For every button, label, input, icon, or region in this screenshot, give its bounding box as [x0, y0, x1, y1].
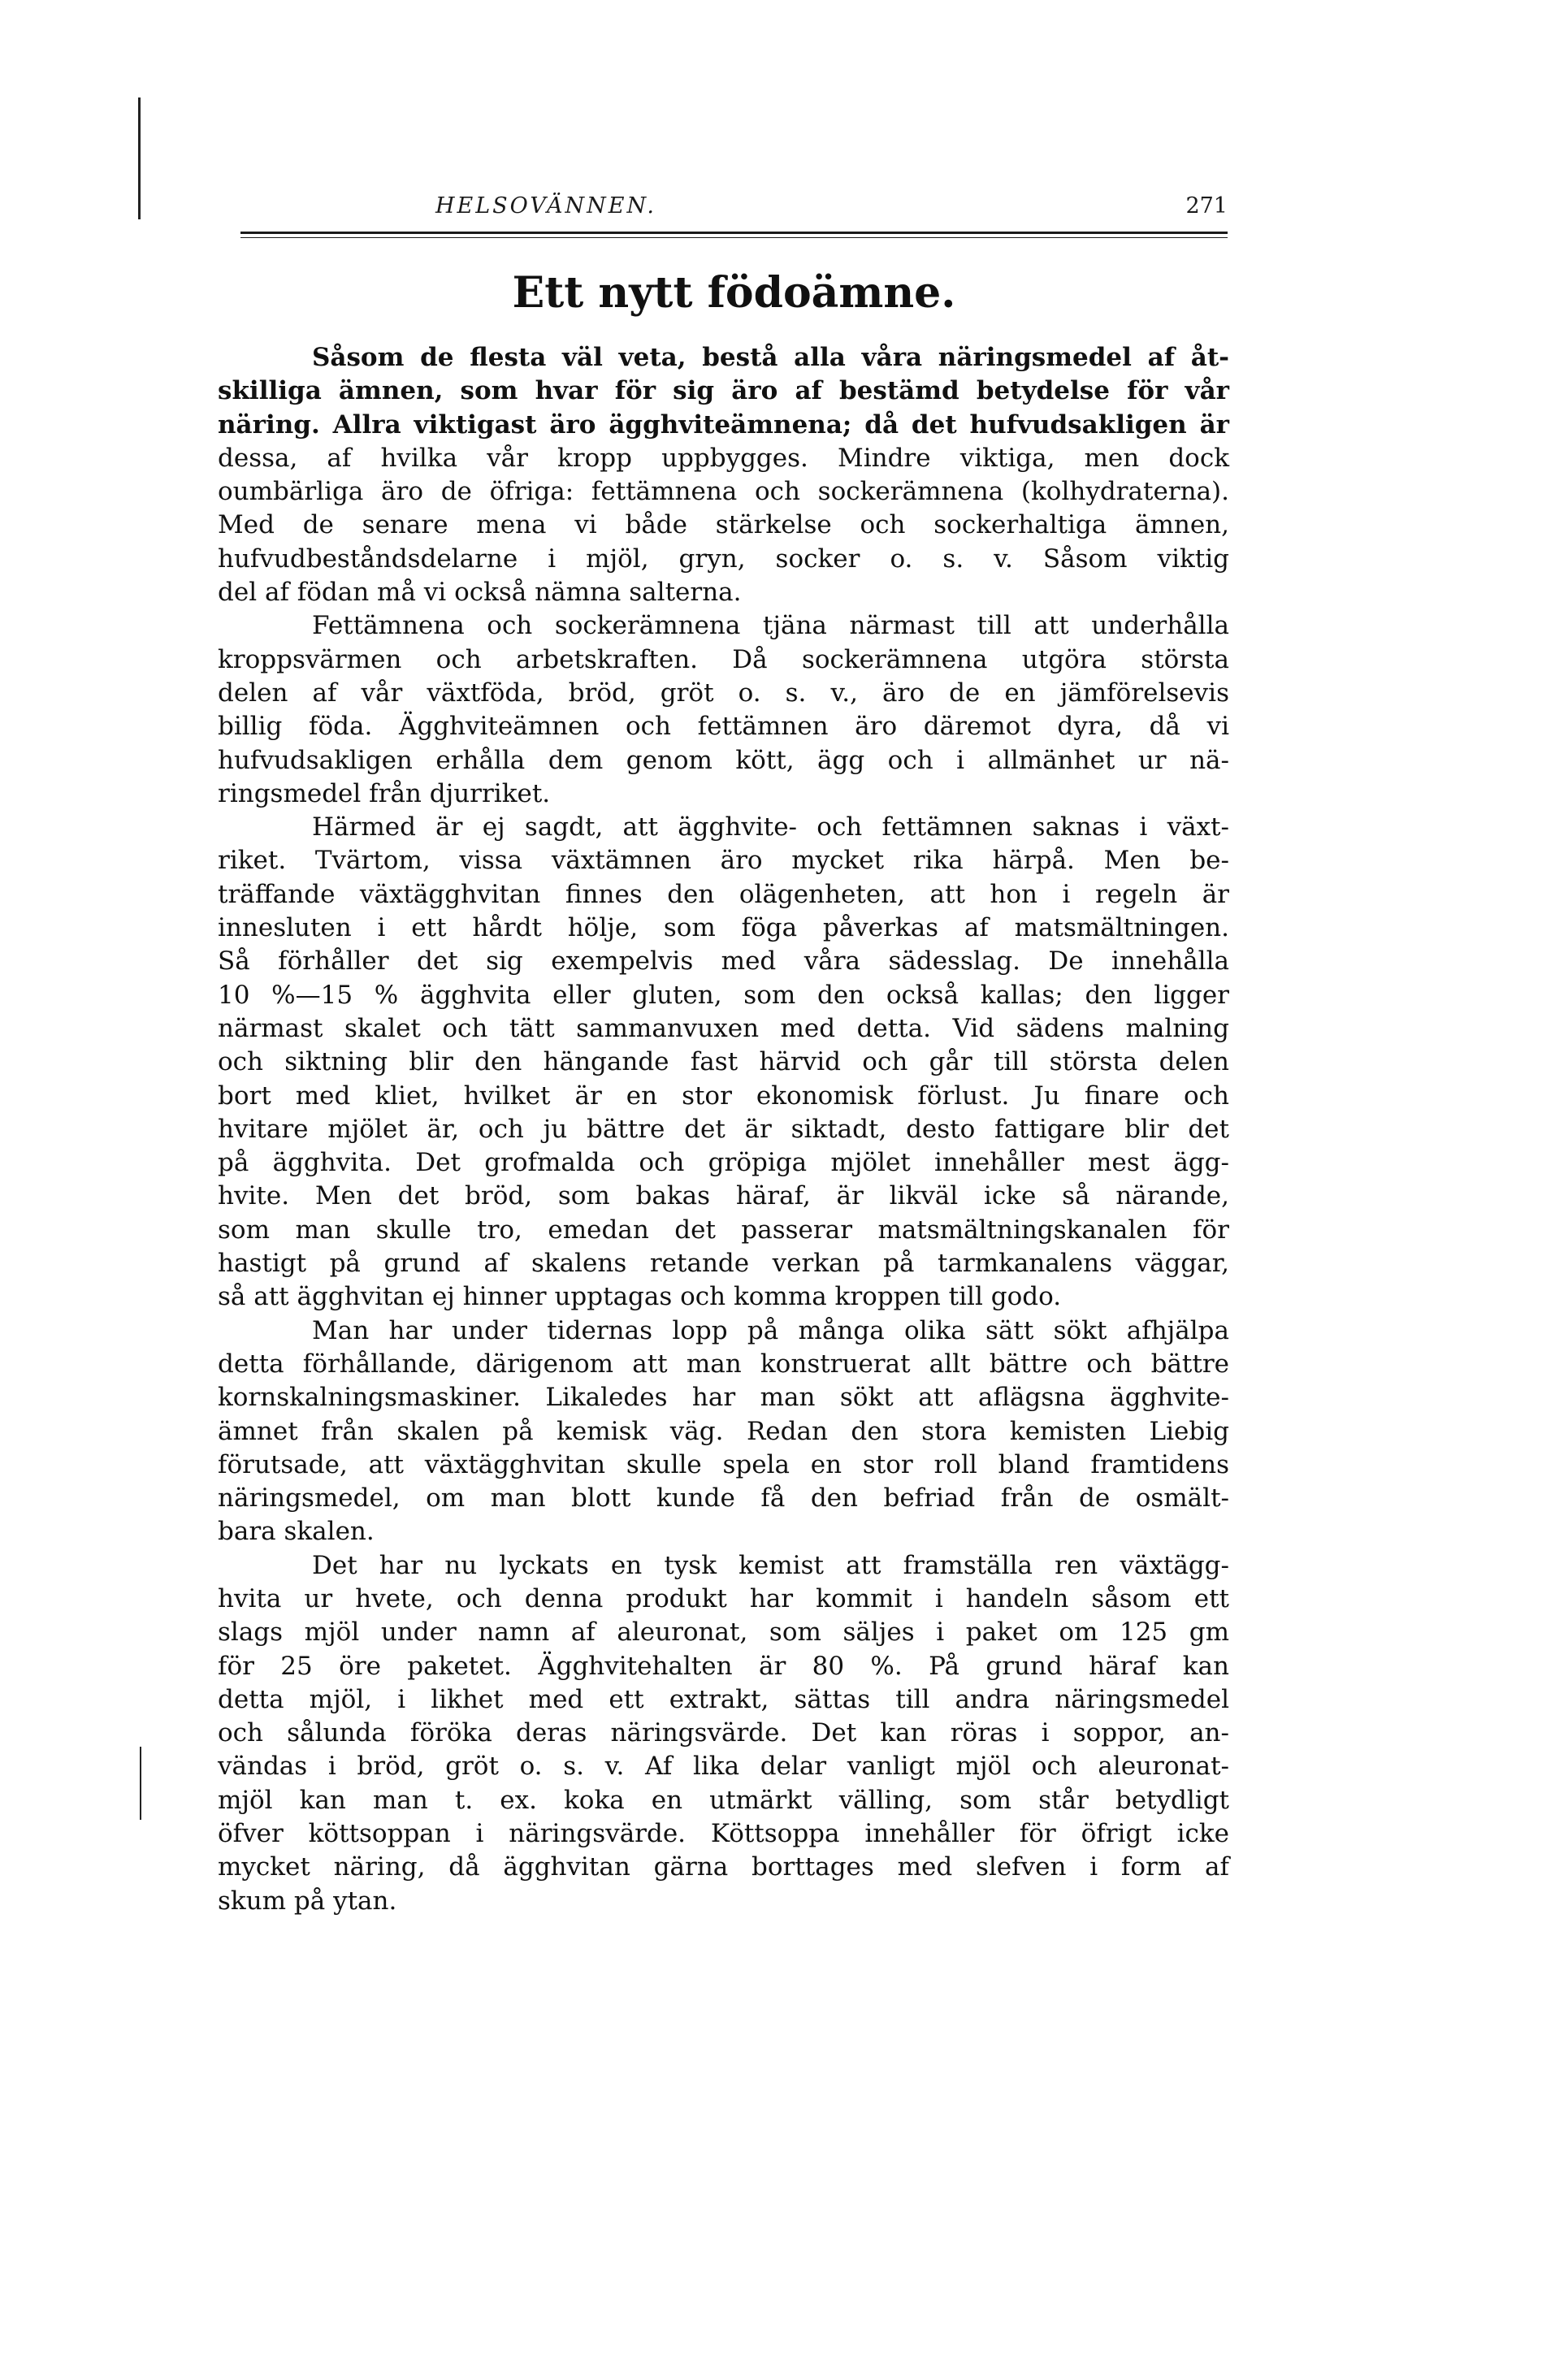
text-line: del af födan må vi också nämna salterna.: [218, 578, 742, 608]
text-line: oumbärliga äro de öfriga: fettämnena och sockerämnena (kolhydraterna).: [218, 477, 1229, 507]
text-line: näring. Allra viktigast äro ägghviteämnena; då det hufvudsakligen är: [218, 409, 1229, 440]
text-line: på ägghvita. Det grofmalda och gröpiga mjölet innehåller mest ägg-: [218, 1148, 1229, 1178]
text-line: Fettämnena och sockerämnena tjäna närmast till att underhålla: [312, 611, 1229, 641]
text-line: bort med kliet, hvilket är en stor ekonomisk förlust. Ju finare och: [218, 1081, 1229, 1111]
text-line: 10 %—15 % ägghvita eller gluten, som den också kallas; den ligger: [218, 980, 1229, 1010]
text-line: bara skalen.: [218, 1517, 375, 1547]
text-line: kroppsvärmen och arbetskraften. Då sockerämnena utgöra största: [218, 644, 1229, 674]
text-line: och siktning blir den hängande fast härvid och går till största delen: [218, 1047, 1229, 1077]
text-line: Såsom de flesta väl veta, bestå alla våra näringsmedel af åt-: [312, 343, 1229, 372]
running-header: [240, 193, 1228, 226]
text-line: så att ägghvitan ej hinner upptagas och komma kroppen till godo.: [218, 1282, 1062, 1312]
text-line: ringsmedel från djurriket.: [218, 778, 551, 808]
text-line: hastigt på grund af skalens retande verkan på tarmkanalens väggar,: [218, 1249, 1229, 1279]
text-line: som man skulle tro, emedan det passerar matsmältningskanalen för: [218, 1215, 1229, 1245]
text-line: Härmed är ej sagdt, att ägghvite- och fettämnen saknas i växt-: [312, 812, 1229, 842]
text-line: Man har under tidernas lopp på många olika sätt sökt afhjälpa: [312, 1315, 1229, 1345]
text-line: detta mjöl, i likhet med ett extrakt, sättas till andra näringsmedel: [218, 1684, 1229, 1714]
text-line: Det har nu lyckats en tysk kemist att framställa ren växtägg-: [312, 1550, 1229, 1580]
text-line: träffande växtägghvitan finnes den olägenheten, att hon i regeln är: [218, 879, 1229, 909]
page-number: 271: [1185, 193, 1228, 219]
text-line: näringsmedel, om man blott kunde få den befriad från de osmält-: [218, 1483, 1229, 1514]
header-rule-bottom: [240, 237, 1228, 238]
text-line: hufvudsakligen erhålla dem genom kött, ägg och i allmänhet ur nä-: [218, 745, 1229, 775]
text-line: och sålunda föröka deras näringsvärde. Det kan röras i soppor, an-: [218, 1718, 1229, 1748]
article-body: [218, 341, 1229, 1918]
text-line: Så förhåller det sig exempelvis med våra sädesslag. De innehålla: [218, 946, 1229, 977]
text-line: hufvudbeståndsdelarne i mjöl, gryn, socker o. s. v. Såsom viktig: [218, 544, 1229, 574]
scan-margin-mark: [138, 97, 141, 219]
paragraph: [218, 1314, 1229, 1549]
header-rule-top: [240, 232, 1228, 234]
text-line: hvite. Men det bröd, som bakas häraf, är likväl icke så närande,: [218, 1181, 1229, 1211]
paragraph: [218, 341, 1229, 609]
text-line: mjöl kan man t. ex. koka en utmärkt välling, som står betydligt: [218, 1785, 1229, 1815]
text-line: Med de senare mena vi både stärkelse och sockerhaltiga ämnen,: [218, 510, 1229, 540]
text-line: delen af vår växtföda, bröd, gröt o. s. v., äro de en jämförelsevis: [218, 678, 1229, 708]
text-line: närmast skalet och tätt sammanvuxen med detta. Vid sädens malning: [218, 1013, 1229, 1043]
text-line: hvitare mjölet är, och ju bättre det är siktadt, desto fattigare blir det: [218, 1114, 1229, 1144]
text-line: riket. Tvärtom, vissa växtämnen äro mycket rika härpå. Men be-: [218, 846, 1229, 876]
text-line: ämnet från skalen på kemisk väg. Redan den stora kemisten Liebig: [218, 1416, 1229, 1446]
text-line: förutsade, att växtägghvitan skulle spela en stor roll bland framtidens: [218, 1449, 1229, 1479]
text-line: för 25 öre paketet. Ägghvitehalten är 80 %. På grund häraf kan: [218, 1651, 1229, 1681]
scan-margin-mark: [140, 1747, 141, 1820]
text-line: dessa, af hvilka vår kropp uppbygges. Mindre viktiga, men dock: [218, 443, 1229, 473]
paragraph: [218, 811, 1229, 1314]
text-line: skilliga ämnen, som hvar för sig äro af bestämd betydelse för vår: [218, 376, 1229, 406]
text-line: mycket näring, då ägghvitan gärna borttages med slefven i form af: [218, 1852, 1229, 1882]
text-line: detta förhållande, därigenom att man konstruerat allt bättre och bättre: [218, 1349, 1229, 1379]
text-line: öfver köttsoppan i näringsvärde. Köttsoppa innehåller för öfrigt icke: [218, 1819, 1229, 1849]
paragraph: [218, 1549, 1229, 1918]
text-line: skum på ytan.: [218, 1886, 397, 1916]
running-title: HELSOVÄNNEN.: [435, 193, 656, 219]
text-line: slags mjöl under namn af aleuronat, som säljes i paket om 125 gm: [218, 1618, 1229, 1648]
article-title: Ett nytt födoämne.: [512, 268, 956, 318]
text-line: kornskalningsmaskiner. Likaledes har man sökt att aflägsna ägghvite-: [218, 1383, 1229, 1413]
text-line: vändas i bröd, gröt o. s. v. Af lika delar vanligt mjöl och aleuronat-: [218, 1752, 1229, 1782]
text-line: billig föda. Ägghviteämnen och fettämnen äro däremot dyra, då vi: [218, 712, 1229, 742]
text-line: hvita ur hvete, och denna produkt har kommit i handeln såsom ett: [218, 1583, 1229, 1613]
paragraph: [218, 609, 1229, 811]
text-line: innesluten i ett hårdt hölje, som föga påverkas af matsmältningen.: [218, 913, 1229, 943]
